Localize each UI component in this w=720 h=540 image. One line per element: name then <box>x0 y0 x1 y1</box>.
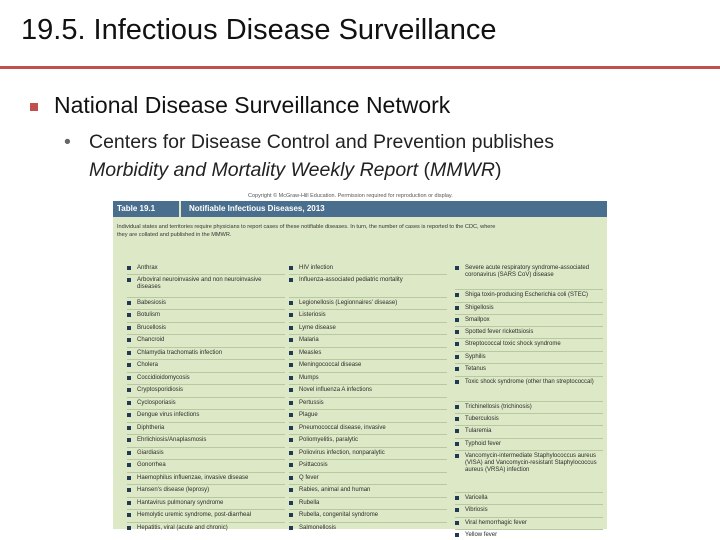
row-divider <box>455 289 603 290</box>
disease-item: Spotted fever rickettsiosis <box>465 329 603 336</box>
paren-open: ( <box>418 159 431 181</box>
disease-item: Shiga toxin-producing Escherichia coli (STEC) <box>465 292 603 299</box>
disease-item: Severe acute respiratory syndrome-associated coronavirus (SARS CoV) disease <box>465 265 603 279</box>
row-divider <box>455 413 603 414</box>
disease-item: Diphtheria <box>137 425 285 432</box>
disease-item: Anthrax <box>137 265 285 272</box>
sub-bullet-line1: Centers for Disease Control and Prevention publishes <box>89 131 555 153</box>
disease-item: HIV infection <box>299 265 447 272</box>
row-divider <box>127 384 285 385</box>
disease-item: Rabies, animal and human <box>299 487 447 494</box>
row-divider <box>289 459 447 460</box>
disease-item: Poliovirus infection, nonparalytic <box>299 450 447 457</box>
row-divider <box>127 347 285 348</box>
disease-item: Q fever <box>299 475 447 482</box>
row-divider <box>455 314 603 315</box>
disease-item: Lyme disease <box>299 325 447 332</box>
disease-item: Novel influenza A infections <box>299 387 447 394</box>
disease-item: Poliomyelitis, paralytic <box>299 437 447 444</box>
table-number: Table 19.1 <box>117 204 156 213</box>
disease-item: Pertussis <box>299 400 447 407</box>
table-header <box>113 201 607 217</box>
disease-item: Mumps <box>299 375 447 382</box>
disease-item: Babesiosis <box>137 300 285 307</box>
row-divider <box>127 359 285 360</box>
disease-item: Hantavirus pulmonary syndrome <box>137 500 285 507</box>
row-divider <box>455 450 603 451</box>
disease-item: Legionellosis (Legionnaires' disease) <box>299 300 447 307</box>
row-divider <box>289 347 447 348</box>
disease-item: Hepatitis, viral (acute and chronic) <box>137 525 285 532</box>
row-divider <box>289 297 447 298</box>
bullet-text: National Disease Surveillance Network <box>54 92 451 118</box>
disease-item: Listeriosis <box>299 312 447 319</box>
disease-item: Dengue virus infections <box>137 412 285 419</box>
table-intro-line2: they are collated and published in the MMWR. <box>117 232 232 238</box>
row-divider <box>127 459 285 460</box>
row-divider <box>289 434 447 435</box>
row-divider <box>127 522 285 523</box>
disease-item: Arboviral neuroinvasive and non neuroinvasive diseases <box>137 277 285 291</box>
disease-item: Streptococcal toxic shock syndrome <box>465 341 603 348</box>
table-title: Notifiable Infectious Diseases, 2013 <box>189 204 325 213</box>
disease-item: Plague <box>299 412 447 419</box>
row-divider <box>289 372 447 373</box>
disease-item: Trichinellosis (trichinosis) <box>465 404 603 411</box>
table-intro <box>117 223 603 239</box>
row-divider <box>289 309 447 310</box>
disease-item: Cryptosporidiosis <box>137 387 285 394</box>
sub-bullet-line2 <box>89 158 502 183</box>
header-separator <box>179 201 181 217</box>
disease-item: Haemophilus influenzae, invasive disease <box>137 475 285 482</box>
row-divider <box>289 522 447 523</box>
row-divider <box>455 529 603 530</box>
row-divider <box>289 447 447 448</box>
row-divider <box>127 447 285 448</box>
disease-item: Toxic shock syndrome (other than streptococcal) <box>465 379 603 386</box>
disease-item: Psittacosis <box>299 462 447 469</box>
row-divider <box>289 359 447 360</box>
row-divider <box>127 397 285 398</box>
row-divider <box>289 409 447 410</box>
row-divider <box>127 497 285 498</box>
row-divider <box>127 422 285 423</box>
disease-item: Typhoid fever <box>465 441 603 448</box>
disease-item: Smallpox <box>465 317 603 324</box>
disease-item: Vibriosis <box>465 507 603 514</box>
disease-item: Botulism <box>137 312 285 319</box>
row-divider <box>455 438 603 439</box>
disease-item: Chancroid <box>137 337 285 344</box>
row-divider <box>127 322 285 323</box>
disease-item: Varicella <box>465 495 603 502</box>
disease-item: Cholera <box>137 362 285 369</box>
table-intro-line1: Individual states and territories require physicians to report cases of these notifiable diseases. In turn, the number of cases is reported to the CDC, where <box>117 224 496 230</box>
row-divider <box>127 434 285 435</box>
row-divider <box>289 472 447 473</box>
disease-item: Measles <box>299 350 447 357</box>
disease-item: Giardiasis <box>137 450 285 457</box>
disease-item: Tetanus <box>465 366 603 373</box>
disease-item: Syphilis <box>465 354 603 361</box>
disease-item: Rubella <box>299 500 447 507</box>
row-divider <box>289 274 447 275</box>
row-divider <box>289 509 447 510</box>
row-divider <box>289 484 447 485</box>
dot-bullet-icon: • <box>64 131 71 153</box>
disease-item: Brucellosis <box>137 325 285 332</box>
disease-item: Hansen's disease (leprosy) <box>137 487 285 494</box>
row-divider <box>455 517 603 518</box>
row-divider <box>289 384 447 385</box>
disease-item: Shigellosis <box>465 305 603 312</box>
disease-item: Meningococcal disease <box>299 362 447 369</box>
disease-item: Viral hemorrhagic fever <box>465 520 603 527</box>
row-divider <box>127 509 285 510</box>
row-divider <box>127 334 285 335</box>
disease-item: Yellow fever <box>465 532 603 539</box>
row-divider <box>455 401 603 402</box>
disease-item: Hemolytic uremic syndrome, post-diarrheal <box>137 512 285 519</box>
disease-item: Tularemia <box>465 428 603 435</box>
row-divider <box>455 363 603 364</box>
row-divider <box>127 472 285 473</box>
row-divider <box>455 492 603 493</box>
row-divider <box>455 504 603 505</box>
disease-item: Salmonellosis <box>299 525 447 532</box>
disease-item: Tuberculosis <box>465 416 603 423</box>
bullet-national-network <box>30 92 450 119</box>
disease-item: Vancomycin-intermediate Staphylococcus aureus (VISA) and Vancomycin-resistant Staphylococcus aureus (VRSA) infection <box>465 453 603 474</box>
mmwr-abbrev: MMWR <box>430 159 495 181</box>
row-divider <box>455 425 603 426</box>
row-divider <box>127 297 285 298</box>
disease-item: Influenza-associated pediatric mortality <box>299 277 447 284</box>
row-divider <box>289 497 447 498</box>
row-divider <box>127 274 285 275</box>
disease-item: Cyclosporiasis <box>137 400 285 407</box>
square-bullet-icon <box>30 103 38 111</box>
row-divider <box>289 334 447 335</box>
row-divider <box>455 338 603 339</box>
paren-close: ) <box>495 159 502 181</box>
disease-item: Rubella, congenital syndrome <box>299 512 447 519</box>
disease-item: Gonorrhea <box>137 462 285 469</box>
disease-item: Coccidioidomycosis <box>137 375 285 382</box>
notifiable-diseases-table <box>113 201 607 538</box>
row-divider <box>127 309 285 310</box>
row-divider <box>455 302 603 303</box>
row-divider <box>455 376 603 377</box>
row-divider <box>127 409 285 410</box>
row-divider <box>289 322 447 323</box>
slide-title: 19.5. Infectious Disease Surveillance <box>21 14 497 46</box>
row-divider <box>289 422 447 423</box>
mmwr-title: Morbidity and Mortality Weekly Report <box>89 159 419 181</box>
disease-item: Chlamydia trachomatis infection <box>137 350 285 357</box>
title-divider <box>0 66 720 69</box>
row-divider <box>127 484 285 485</box>
disease-item: Pneumococcal disease, invasive <box>299 425 447 432</box>
row-divider <box>455 326 603 327</box>
copyright-notice: Copyright © McGraw-Hill Education. Permission required for reproduction or display. <box>248 193 453 199</box>
disease-item: Malaria <box>299 337 447 344</box>
row-divider <box>455 351 603 352</box>
row-divider <box>127 372 285 373</box>
row-divider <box>289 397 447 398</box>
disease-item: Ehrlichiosis/Anaplasmosis <box>137 437 285 444</box>
